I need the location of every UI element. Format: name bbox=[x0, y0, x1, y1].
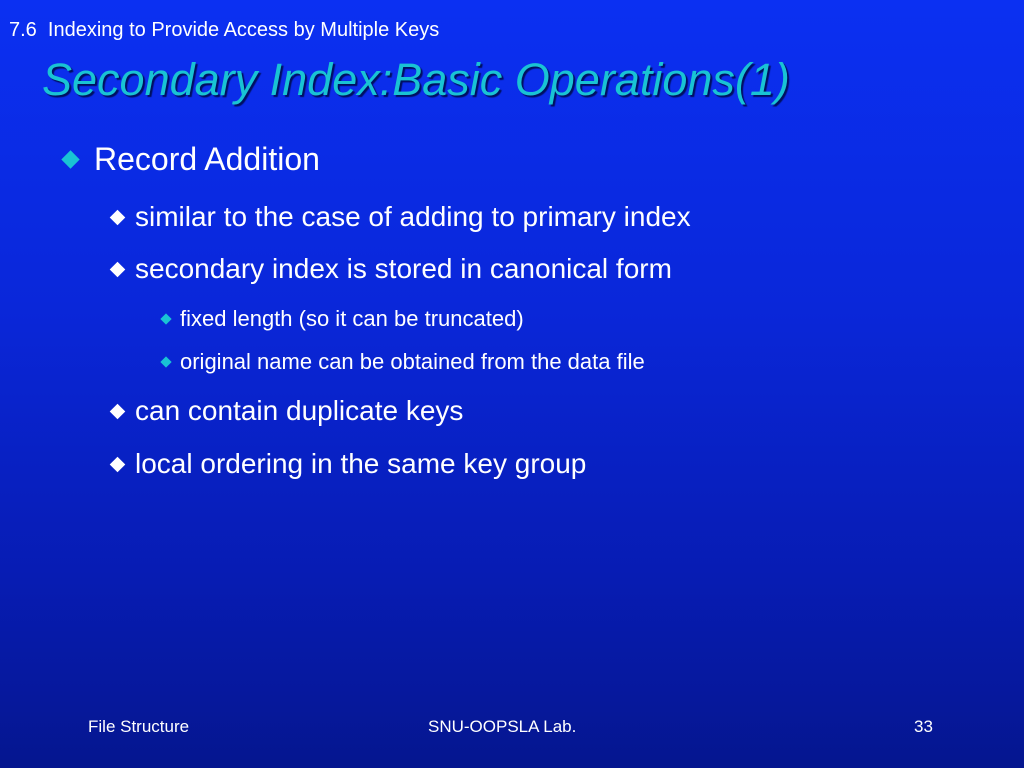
bullet-similar bbox=[108, 200, 691, 234]
slide-title: Secondary Index:Basic Operations(1) bbox=[42, 54, 790, 105]
bullet-original-name bbox=[158, 348, 645, 376]
bullet-fixed-length bbox=[158, 305, 524, 333]
diamond-bullet-icon bbox=[160, 313, 171, 324]
diamond-bullet-icon bbox=[110, 403, 126, 419]
diamond-bullet-icon bbox=[61, 150, 79, 168]
bullet-record-addition bbox=[60, 139, 320, 179]
diamond-bullet-icon bbox=[110, 456, 126, 472]
diamond-bullet-icon bbox=[160, 356, 171, 367]
bullet-text: can contain duplicate keys bbox=[135, 395, 464, 426]
diamond-bullet-icon bbox=[110, 261, 126, 277]
diamond-bullet-icon bbox=[110, 209, 126, 225]
footer-course-name: File Structure bbox=[88, 717, 190, 736]
bullet-local-ordering bbox=[108, 447, 586, 481]
bullet-text: similar to the case of adding to primary index bbox=[135, 201, 691, 232]
footer-lab-name: SNU-OOPSLA Lab. bbox=[428, 717, 577, 736]
bullet-canonical bbox=[108, 252, 672, 286]
bullet-text: fixed length (so it can be truncated) bbox=[180, 306, 524, 331]
footer-page-number: 33 bbox=[914, 717, 933, 736]
bullet-text: secondary index is stored in canonical form bbox=[135, 253, 672, 284]
section-header: 7.6 Indexing to Provide Access by Multiple Keys bbox=[9, 19, 440, 41]
bullet-duplicates bbox=[108, 394, 463, 428]
bullet-text: original name can be obtained from the data file bbox=[180, 349, 645, 374]
bullet-text: local ordering in the same key group bbox=[135, 448, 587, 479]
bullet-text: Record Addition bbox=[94, 141, 320, 177]
